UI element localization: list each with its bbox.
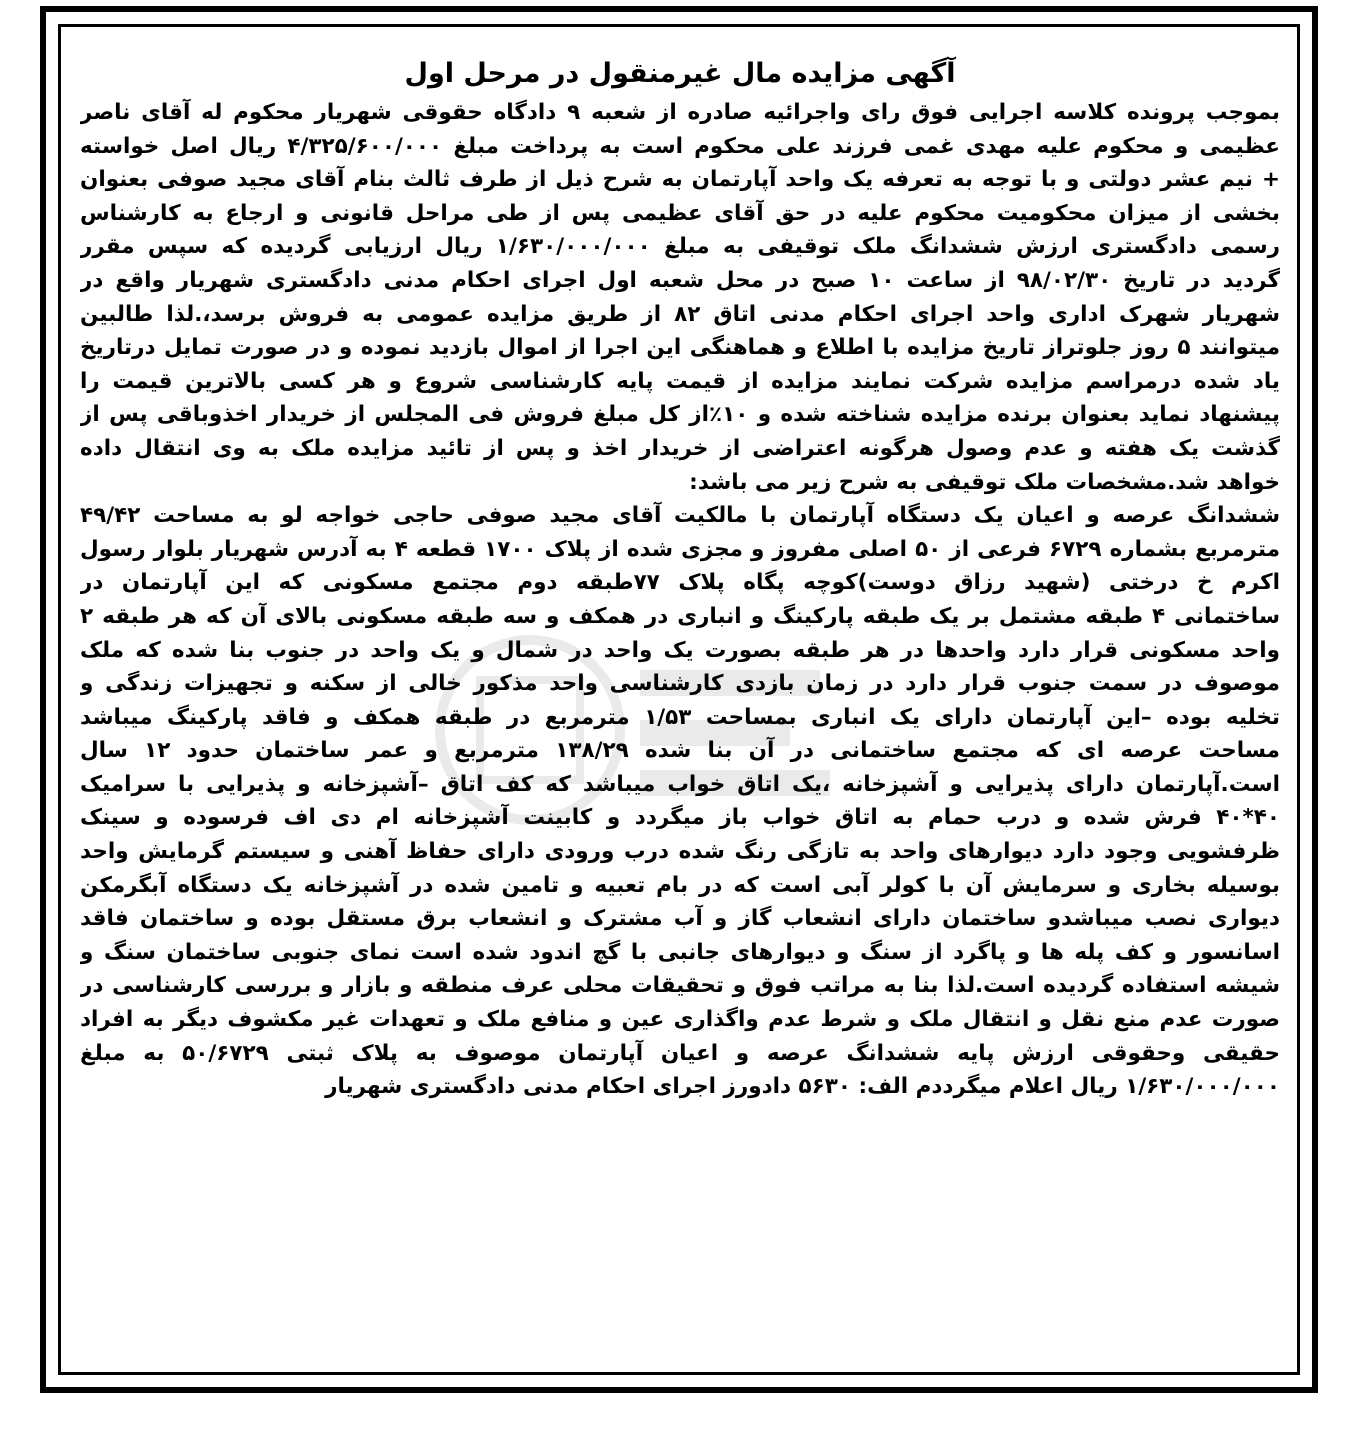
notice-line: واحد مسکونی قرار دارد واحدها در هر طبقه بصورت یک واحد در شمال و یک واحد در جنوب بنا شده که ملک [80,637,1280,663]
notice-line: ساختمانی ۴ طبقه مشتمل بر یک طبقه پارکینگ و انباری در همکف و سه طبقه مسکونی بالای آن که هر طبقه ۲ [80,603,1280,629]
notice-line: ششدانگ عرصه و اعیان یک دستگاه آپارتمان با مالکیت آقای مجید صوفی حاجی خواجه لو به مساحت ۴۹/۴۲ [80,503,1280,529]
notice-line: بموجب پرونده کلاسه اجرایی فوق رای واجرائیه صادره از شعبه ۹ دادگاه حقوقی شهریار محکوم له آقای ناصر [80,100,1280,125]
notice-line: رسمی دادگستری ارزش ششدانگ ملک توقیفی به مبلغ ۱/۶۳۰/۰۰۰/۰۰۰ ریال ارزیابی گردیده که سپس مقرر [80,234,1280,260]
notice-line: مساحت عرصه ای که مجتمع ساختمانی در آن بنا شده ۱۳۸/۲۹ مترمربع و عمر ساختمان حدود ۱۲ سال [80,738,1280,764]
notice-line: گردید در تاریخ ۹۸/۰۲/۳۰ از ساعت ۱۰ صبح در محل شعبه اول اجرای احکام مدنی دادگستری شهریار واقع در [80,267,1280,293]
notice-title: آگهی مزایده مال غیرمنقول در مرحل اول [404,58,956,89]
notice-line: شیشه استفاده گردیده است.لذا بنا به مراتب فوق و تحقیقات محلی عرف منطقه و بازار و بررسی کارشناسی در [80,973,1280,999]
notice-line: دیواری نصب میباشدو ساختمان دارای انشعاب گاز و آب مشترک و انشعاب برق مستقل بوده و ساختمان فاقد [80,906,1280,932]
notice-line: گذشت یک هفته و عدم وصول هرگونه اعتراضی از خریدار اخذ و پس از تائید مزایده ملک به وی انتقال داده [80,435,1280,461]
notice-line: یاد شده درمراسم مزایده شرکت نمایند مزایده از قیمت پایه کارشناسی شروع و هر کسی بالاترین قیمت را [80,368,1280,394]
notice-line: شهریار شهرک اداری واحد اجرای احکام مدنی اتاق ۸۲ از طریق مزایده عمومی به فروش برسد،.لذا طالبین [80,301,1280,327]
notice-line: تخلیه بوده –این آپارتمان دارای یک انباری بمساحت ۱/۵۳ مترمربع در طبقه همکف و فاقد پارکینگ میباشد [80,704,1280,730]
notice-line: موصوف در سمت جنوب قرار دارد در زمان بازدی کارشناسی واحد مذکور خالی از سکنه و تجهیزات زندگی و [80,671,1280,697]
notice-line: ظرفشویی وجود دارد دیوارهای واحد به تازگی رنگ شده درب ورودی دارای حفاظ آهنی و سیستم گرمایش واحد [80,839,1280,865]
notice-line: حقیقی وحقوقی ارزش پایه ششدانگ عرصه و اعیان آپارتمان موصوف به پلاک ثبتی ۵۰/۶۷۲۹ به مبلغ [80,1040,1280,1066]
notice-signature: ۱/۶۳۰/۰۰۰/۰۰۰ ریال اعلام میگرددم الف: ۵۶۳۰ دادورز اجرای احکام مدنی دادگستری شهریار [325,1074,1280,1100]
notice-line: ۴۰*۴۰ فرش شده و درب حمام به اتاق خواب باز میگردد و کابینت آشپزخانه ام دی اف فرسوده و سینک [80,805,1280,831]
notice-line: مترمربع بشماره ۶۷۲۹ فرعی از ۵۰ اصلی مفروز و مجزی شده از پلاک ۱۷۰۰ قطعه ۴ به آدرس شهریار بلوار رسول [80,536,1280,562]
notice-line: خواهد شد.مشخصات ملک توقیفی به شرح زیر می باشد: [689,469,1280,495]
notice-line: بوسیله بخاری و سرمایش آن با کولر آبی است که در بام تعبیه و تامین شده در آشپزخانه یک دستگاه آبگرمکن [80,872,1280,898]
notice-body [80,96,1280,1070]
notice-line: است.آپارتمان دارای پذیرایی و آشپزخانه ،یک اتاق خواب میباشد که کف اتاق –آشپزخانه و پذیرایی با سرامیک [80,771,1280,797]
notice-line: اکرم خ درختی (شهید رزاق دوست)کوچه پگاه پلاک ۷۷طبقه دوم مجتمع مسکونی که این آپارتمان در [80,570,1280,596]
notice-line: بخشی از میزان محکومیت محکوم علیه در حق آقای عظیمی پس از طی مراحل قانونی و ارجاع به کارشناس [80,200,1280,226]
notice-line: اسانسور و کف پله ها و پاگرد از سنگ و دیوارهای جانبی با گچ اندود شده است نمای جنوبی ساختمان سنگ و [80,939,1280,965]
notice-content [80,52,1280,1104]
notice-line: + نیم عشر دولتی و با توجه به تعرفه یک واحد آپارتمان به شرح ذیل از طرف ثالث بنام آقای مجید صوفی بعنوان [80,167,1280,193]
notice-line: میتوانند ۵ روز جلوتراز تاریخ مزایده با اطلاع و هماهنگی این اجرا از اموال بازدید نموده و در صورت تمایل درتاریخ [80,335,1280,361]
notice-line: صورت عدم منع نقل و انتقال ملک و شرط عدم واگذاری عین و منافع ملک و تعهدات غیر مکشوف دیگر به افراد [80,1007,1280,1033]
notice-line: عظیمی و محکوم علیه مهدی غمی فرزند علی محکوم است به پرداخت مبلغ ۴/۳۲۵/۶۰۰/۰۰۰ ریال اصل خواسته [80,133,1280,159]
notice-line: پیشنهاد نماید بعنوان برنده مزایده شناخته شده و ۱۰٪از کل مبلغ فروش فی المجلس از خریدار اخذوباقی پس از [80,402,1280,428]
